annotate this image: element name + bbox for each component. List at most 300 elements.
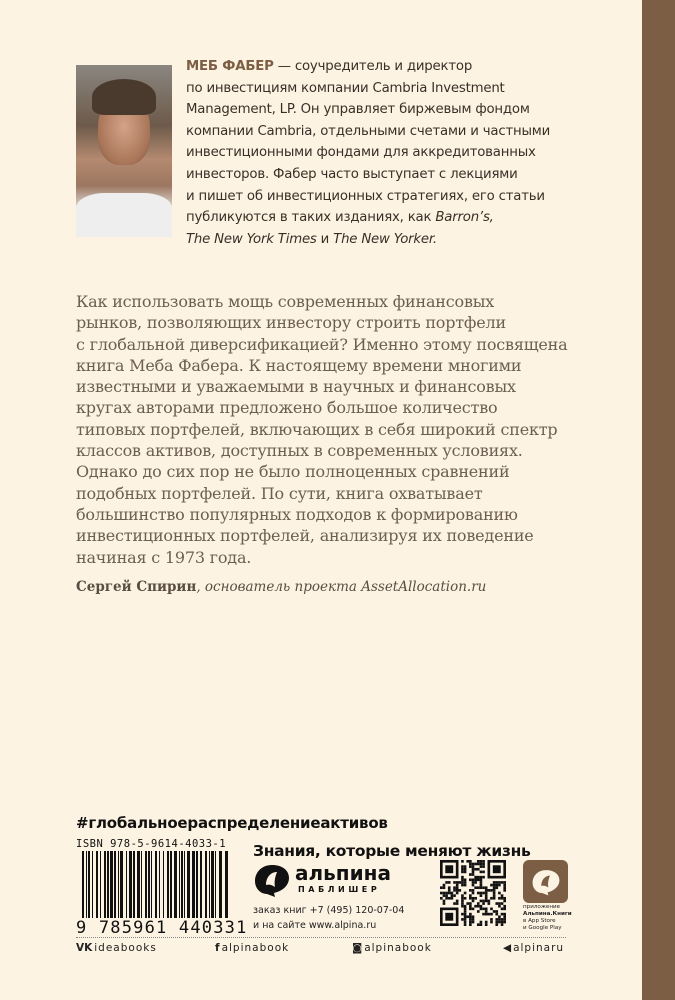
qr-module — [482, 871, 485, 874]
qr-module — [498, 892, 501, 895]
qr-module — [472, 918, 475, 921]
qr-module — [464, 905, 467, 908]
qr-module — [498, 918, 501, 921]
qr-module — [456, 881, 459, 884]
qr-module — [495, 884, 498, 887]
qr-module — [469, 921, 472, 924]
barcode-bar — [211, 851, 214, 923]
qr-module — [472, 897, 475, 900]
qr-module — [453, 889, 456, 892]
qr-module — [461, 918, 464, 921]
barcode-bar — [181, 851, 183, 923]
qr-module — [464, 865, 467, 868]
qr-module — [477, 923, 480, 926]
qr-module — [451, 892, 454, 895]
qr-module — [477, 902, 480, 905]
qr-module — [493, 897, 496, 900]
qr-module — [472, 881, 475, 884]
qr-module — [469, 897, 472, 900]
qr-module — [469, 894, 472, 897]
author-name: МЕБ ФАБЕР — [186, 59, 274, 74]
qr-module — [488, 889, 491, 892]
barcode-bar — [114, 851, 116, 923]
qr-module — [469, 923, 472, 926]
qr-module — [495, 902, 498, 905]
barcode-bar — [159, 851, 160, 923]
barcode-bar — [137, 851, 140, 923]
qr-module — [477, 868, 480, 871]
qr-module — [490, 889, 493, 892]
telegram-icon: ◀ — [503, 942, 512, 954]
barcode-bar — [151, 851, 152, 923]
qr-module — [503, 889, 506, 892]
qr-module — [469, 902, 472, 905]
description-line: большинство популярных подходов к формированию — [76, 504, 518, 524]
qr-module — [501, 921, 504, 924]
bio-line: и — [316, 231, 334, 247]
qr-module — [474, 863, 477, 866]
qr-module — [445, 865, 453, 873]
app-store-text — [523, 904, 572, 932]
qr-module — [480, 905, 483, 908]
qr-module — [485, 886, 488, 889]
barcode-bar — [205, 851, 207, 923]
qr-module — [477, 910, 480, 913]
barcode-bar — [200, 851, 202, 923]
qr-module — [495, 918, 498, 921]
qr-module — [464, 878, 467, 881]
qr-module — [480, 881, 483, 884]
qr-module — [477, 863, 480, 866]
barcode-bar — [110, 851, 113, 923]
facebook-icon: f — [215, 942, 220, 954]
qr-module — [440, 897, 443, 900]
barcode-bar — [192, 851, 195, 923]
qr-module — [498, 921, 501, 924]
hashtag: #глобальноераспределениеактивов — [76, 814, 388, 832]
qr-module — [495, 910, 498, 913]
bio-line: по инвестициям компании Cambria Investment — [186, 80, 505, 96]
qr-module — [466, 915, 469, 918]
qr-module — [469, 873, 472, 876]
barcode-bar — [174, 851, 177, 923]
qr-module — [461, 871, 464, 874]
qr-module — [472, 889, 475, 892]
qr-module — [501, 913, 504, 916]
description-line: Однако до сих пор не было полноценных сравнений — [76, 462, 510, 482]
qr-module — [503, 913, 506, 916]
qr-module — [469, 860, 472, 863]
qr-module — [461, 884, 464, 887]
qr-module — [503, 897, 506, 900]
qr-module — [464, 923, 467, 926]
qr-module — [472, 878, 475, 881]
qr-module — [503, 884, 506, 887]
barcode-bar — [179, 851, 180, 923]
qr-module — [472, 915, 475, 918]
social-handle: alpinaru — [513, 942, 565, 954]
barcode-bar — [148, 851, 150, 923]
instagram-icon: ◙ — [352, 942, 363, 954]
app-text-line: приложение — [523, 904, 561, 910]
qr-module — [469, 908, 472, 911]
qr-module — [480, 894, 483, 897]
qr-module — [472, 921, 475, 924]
qr-module — [448, 886, 451, 889]
qr-module — [498, 897, 501, 900]
order-phone: заказ книг +7 (495) 120-07-04 — [253, 905, 405, 916]
app-icon[interactable] — [523, 860, 568, 903]
barcode-bar — [133, 851, 135, 923]
qr-module — [485, 921, 488, 924]
barcode-bar — [163, 851, 164, 923]
qr-module — [472, 873, 475, 876]
qr-module — [501, 881, 504, 884]
bio-italic: The New Yorker. — [333, 231, 437, 247]
qr-module — [480, 878, 483, 881]
qr-module — [490, 921, 493, 924]
qr-module — [485, 892, 488, 895]
description-line: с глобальной диверсификацией? Именно этому посвящена — [76, 334, 568, 354]
qr-module — [498, 902, 501, 905]
description-line: классов активов, доступных в современных условиях. — [76, 441, 523, 461]
barcode-bar — [215, 851, 216, 923]
qr-module — [464, 881, 467, 884]
qr-module — [482, 886, 485, 889]
alpina-app-logo-icon — [531, 868, 561, 896]
qr-module — [501, 897, 504, 900]
qr-module — [480, 865, 483, 868]
description-line: Как использовать мощь современных финансовых — [76, 292, 495, 311]
qr-module — [451, 897, 454, 900]
qr-module — [501, 923, 504, 926]
qr-module — [477, 905, 480, 908]
qr-module — [477, 878, 480, 881]
qr-module — [445, 913, 453, 921]
qr-module — [503, 915, 506, 918]
barcode-bar — [96, 851, 98, 923]
qr-module — [453, 902, 456, 905]
qr-module — [461, 878, 464, 881]
qr-module — [456, 889, 459, 892]
bio-line: инвесторов. Фабер часто выступает с лекциями — [186, 166, 518, 182]
social-telegram[interactable] — [503, 942, 564, 954]
app-text-line: в App Store — [523, 918, 556, 924]
qr-module — [485, 913, 488, 916]
qr-module — [464, 918, 467, 921]
isbn: ISBN 978-5-9614-4033-1 — [76, 838, 227, 850]
qr-module — [490, 908, 493, 911]
qr-module — [448, 881, 451, 884]
bio-italic: Barron’s, — [435, 210, 494, 226]
qr-module — [482, 865, 485, 868]
qr-module — [453, 894, 456, 897]
qr-module — [495, 923, 498, 926]
qr-module — [482, 860, 485, 863]
qr-module — [490, 897, 493, 900]
qr-module — [464, 915, 467, 918]
qr-module — [464, 921, 467, 924]
bio-line: — соучредитель и директор — [273, 59, 473, 74]
social-handle: ideabooks — [94, 942, 157, 954]
qr-module — [464, 868, 467, 871]
qr-module — [458, 881, 461, 884]
qr-module — [490, 918, 493, 921]
barcode-bar — [107, 851, 109, 923]
qr-module — [480, 860, 483, 863]
qr-module — [480, 900, 483, 903]
app-text-line: Альпина.Книги — [523, 911, 572, 917]
qr-module — [474, 897, 477, 900]
book-description — [76, 291, 567, 568]
qr-module — [469, 889, 472, 892]
barcode-bar — [118, 851, 119, 923]
qr-module — [474, 886, 477, 889]
qr-module — [456, 900, 459, 903]
qr-module — [453, 886, 456, 889]
qr-module — [472, 884, 475, 887]
qr-module — [495, 913, 498, 916]
order-site[interactable]: и на сайте www.alpina.ru — [253, 920, 377, 931]
description-line: подобных портфелей. По сути, книга охватывает — [76, 483, 483, 503]
qr-module — [464, 871, 467, 874]
qr-module — [448, 897, 451, 900]
qr-module — [480, 884, 483, 887]
barcode-bar — [196, 851, 198, 923]
qr-module — [493, 910, 496, 913]
description-line: книга Меба Фабера. К настоящему времени многими — [76, 355, 522, 375]
divider — [76, 937, 566, 938]
qr-module — [461, 902, 464, 905]
barcode-bar — [184, 851, 185, 923]
qr-module — [445, 897, 448, 900]
qr-module — [445, 892, 448, 895]
qr-module — [501, 918, 504, 921]
publisher-subtitle: ПАБЛИШЕР — [298, 885, 381, 894]
qr-module — [472, 871, 475, 874]
qr-module — [503, 905, 506, 908]
qr-module — [495, 921, 498, 924]
qr-module — [443, 894, 446, 897]
barcode-bar — [209, 851, 210, 923]
order-info — [253, 903, 404, 933]
qr-module — [493, 894, 496, 897]
app-text-line: и Google Play — [523, 925, 562, 931]
qr-module — [480, 871, 483, 874]
qr-module — [480, 921, 483, 924]
barcode-bar — [141, 851, 142, 923]
qr-module — [482, 900, 485, 903]
qr-code[interactable] — [440, 860, 506, 926]
barcode-bar — [104, 851, 106, 923]
qr-module — [498, 915, 501, 918]
qr-module — [477, 860, 480, 863]
barcode-bar — [129, 851, 132, 923]
qr-module — [469, 913, 472, 916]
qr-module — [501, 894, 504, 897]
qr-module — [472, 908, 475, 911]
qr-module — [469, 863, 472, 866]
social-facebook[interactable] — [215, 942, 289, 954]
bio-line: компании Cambria, отдельными счетами и частными — [186, 123, 551, 139]
qr-module — [443, 900, 446, 903]
qr-module — [490, 913, 493, 916]
barcode-bar — [225, 851, 228, 923]
qr-module — [493, 884, 496, 887]
qr-module — [448, 889, 451, 892]
qr-module — [482, 876, 485, 879]
description-line: типовых портфелей, включающих в себя широкий спектр — [76, 419, 558, 439]
qr-module — [480, 863, 483, 866]
bio-line: и пишет об инвестиционных стратегиях, его статьи — [186, 188, 545, 204]
qr-module — [503, 886, 506, 889]
qr-module — [503, 908, 506, 911]
qr-module — [477, 886, 480, 889]
bio-italic: The New York Times — [186, 231, 317, 247]
qr-module — [477, 876, 480, 879]
qr-module — [469, 915, 472, 918]
qr-module — [440, 892, 443, 895]
qr-module — [443, 884, 446, 887]
barcode-bar — [86, 851, 87, 923]
qr-module — [443, 902, 446, 905]
qr-module — [485, 900, 488, 903]
bio-line: Management, LP. Он управляет биржевым фондом — [186, 102, 530, 118]
qr-module — [498, 881, 501, 884]
qr-module — [448, 892, 451, 895]
qr-module — [485, 923, 488, 926]
qr-module — [469, 905, 472, 908]
qr-module — [474, 878, 477, 881]
qr-module — [453, 881, 456, 884]
qr-module — [445, 894, 448, 897]
qr-module — [480, 892, 483, 895]
qr-module — [440, 886, 443, 889]
qr-module — [474, 881, 477, 884]
qr-module — [472, 892, 475, 895]
qr-module — [493, 892, 496, 895]
attribution-name: Сергей Спирин — [76, 579, 197, 595]
description-line: начиная с 1973 года. — [76, 547, 252, 567]
qr-module — [472, 900, 475, 903]
qr-module — [474, 905, 477, 908]
qr-module — [461, 897, 464, 900]
barcode-bar — [145, 851, 147, 923]
barcode-bar — [170, 851, 172, 923]
publisher-name: альпина — [295, 861, 391, 885]
qr-module — [466, 902, 469, 905]
qr-module — [488, 902, 491, 905]
qr-module — [482, 863, 485, 866]
barcode-bar — [219, 851, 222, 923]
qr-module — [501, 902, 504, 905]
qr-module — [451, 894, 454, 897]
qr-module — [474, 876, 477, 879]
qr-module — [477, 892, 480, 895]
social-instagram[interactable] — [352, 942, 432, 954]
qr-module — [443, 892, 446, 895]
qr-module — [456, 884, 459, 887]
qr-module — [490, 884, 493, 887]
qr-module — [480, 876, 483, 879]
author-photo — [76, 65, 172, 237]
qr-module — [493, 865, 501, 873]
qr-module — [474, 868, 477, 871]
qr-module — [488, 913, 491, 916]
qr-module — [503, 900, 506, 903]
qr-module — [458, 889, 461, 892]
barcode-bar — [126, 851, 127, 923]
qr-module — [472, 868, 475, 871]
qr-module — [464, 892, 467, 895]
qr-module — [461, 905, 464, 908]
qr-module — [472, 865, 475, 868]
qr-module — [485, 889, 488, 892]
description-line: кругах авторами предложено большое количество — [76, 398, 498, 418]
qr-module — [469, 918, 472, 921]
slogan: Знания, которые меняют жизнь — [253, 842, 531, 860]
qr-module — [461, 894, 464, 897]
qr-module — [493, 881, 496, 884]
qr-module — [461, 900, 464, 903]
qr-module — [498, 905, 501, 908]
attribution-role: , основатель проекта AssetAllocation.ru — [196, 579, 487, 595]
author-bio — [186, 56, 550, 250]
qr-module — [485, 894, 488, 897]
barcode-bar — [100, 851, 101, 923]
qr-module — [503, 921, 506, 924]
qr-module — [488, 900, 491, 903]
qr-module — [495, 886, 498, 889]
qr-module — [482, 908, 485, 911]
vk-icon: VK — [76, 942, 93, 954]
qr-module — [461, 868, 464, 871]
bio-line: инвестиционными фондами для аккредитованных — [186, 145, 536, 161]
qr-module — [456, 902, 459, 905]
qr-module — [482, 892, 485, 895]
qr-module — [482, 902, 485, 905]
qr-module — [469, 865, 472, 868]
qr-module — [461, 913, 464, 916]
description-line: инвестиционных портфелей, анализируя их поведение — [76, 526, 534, 546]
qr-module — [493, 886, 496, 889]
qr-module — [464, 884, 467, 887]
qr-module — [469, 878, 472, 881]
qr-module — [461, 865, 464, 868]
qr-module — [493, 889, 496, 892]
alpina-logo-icon — [253, 863, 291, 897]
barcode-bar — [187, 851, 190, 923]
qr-module — [485, 908, 488, 911]
barcode-bar — [88, 851, 90, 923]
bio-line: публикуются в таких изданиях, как — [186, 210, 436, 226]
qr-module — [501, 908, 504, 911]
spine-stripe — [642, 0, 675, 1000]
qr-module — [443, 886, 446, 889]
social-vk[interactable] — [76, 942, 157, 954]
qr-module — [456, 892, 459, 895]
qr-module — [464, 910, 467, 913]
social-handle: alpinabook — [364, 942, 432, 954]
barcode-bar — [167, 851, 169, 923]
qr-module — [456, 886, 459, 889]
qr-module — [485, 910, 488, 913]
qr-module — [498, 884, 501, 887]
qr-module — [495, 881, 498, 884]
description-line: рынков, позволяющих инвестору строить портфели — [76, 313, 506, 333]
qr-module — [482, 913, 485, 916]
qr-module — [466, 860, 469, 863]
